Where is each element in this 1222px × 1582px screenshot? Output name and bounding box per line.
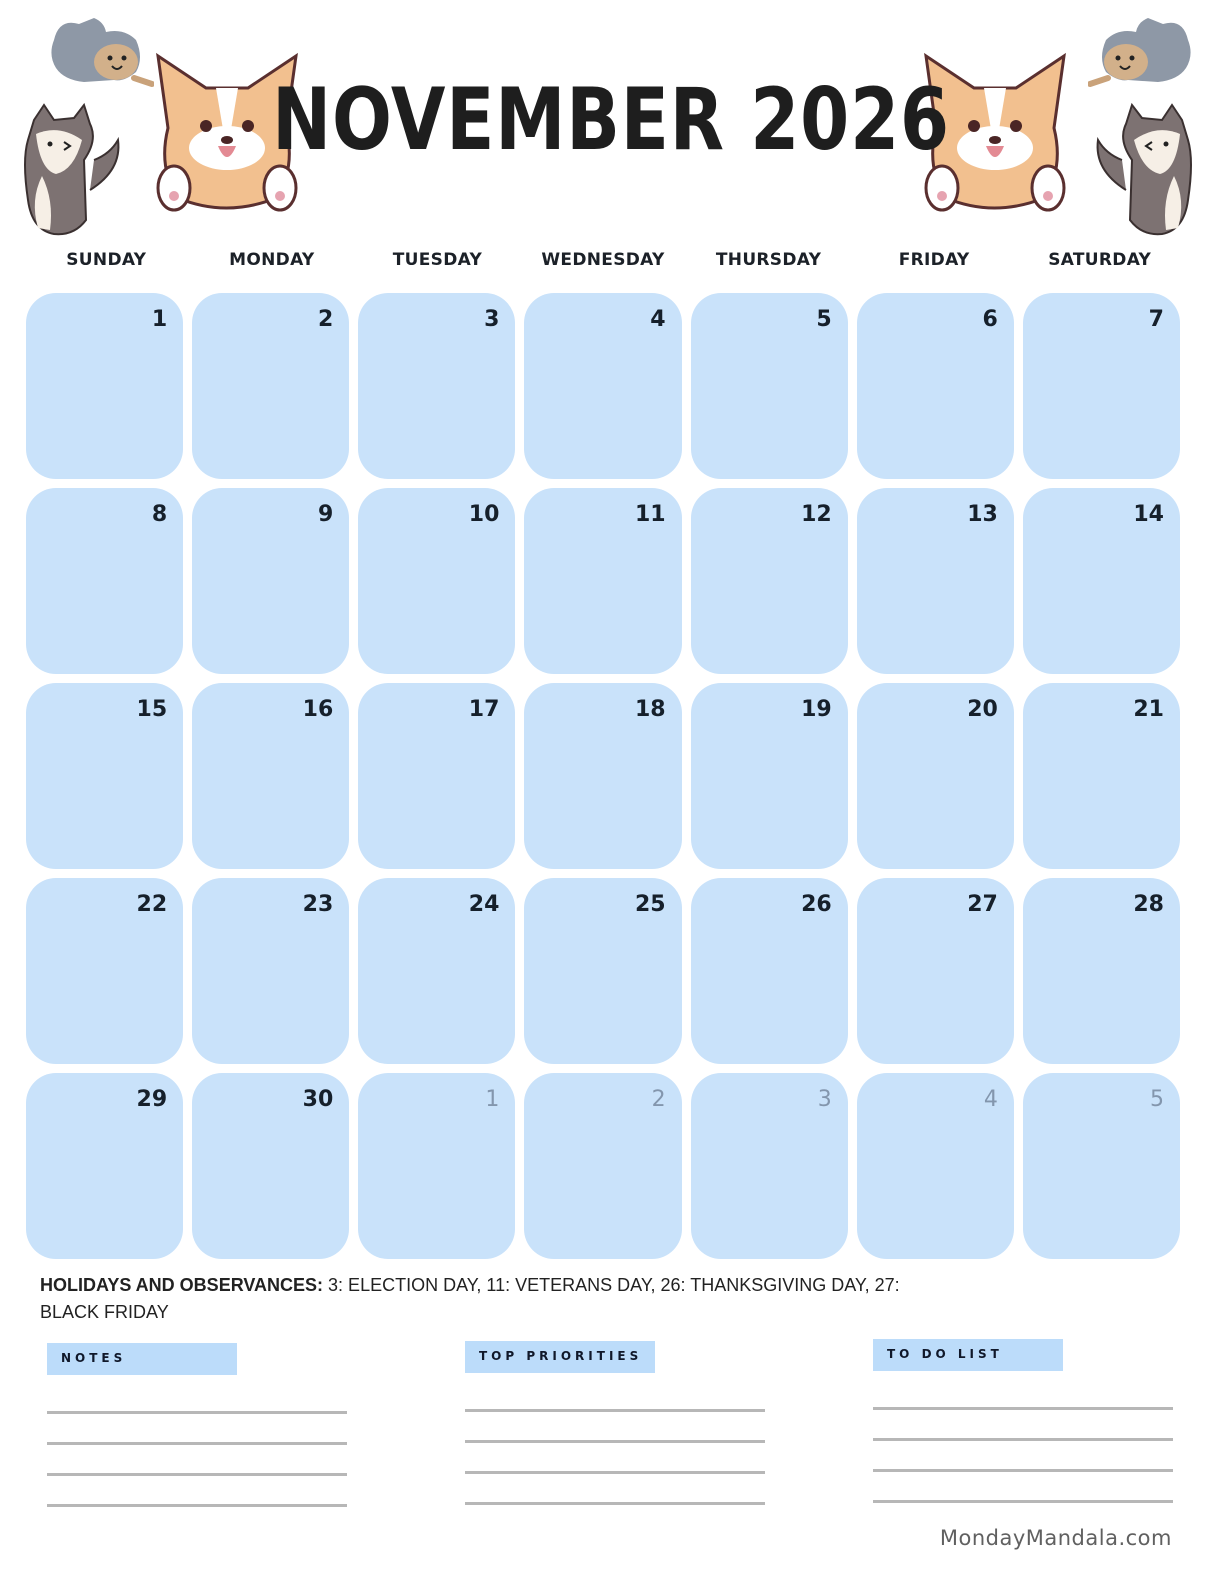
day-cell[interactable]: [192, 293, 349, 479]
day-number: 21: [1133, 697, 1164, 722]
day-number: 13: [967, 502, 998, 527]
day-cell[interactable]: [1023, 488, 1180, 674]
day-number: 25: [634, 892, 666, 917]
writing-line[interactable]: [47, 1504, 347, 1507]
holidays-text: 3: ELECTION DAY, 11: VETERANS DAY, 26: THANKSGIVING DAY, 27: BLACK FRIDAY: [40, 1275, 900, 1322]
day-number: 29: [136, 1087, 168, 1112]
day-number: 20: [967, 697, 998, 722]
day-cell[interactable]: [192, 1073, 349, 1259]
writing-line[interactable]: [873, 1500, 1173, 1503]
weekday-friday: FRIDAY: [898, 250, 970, 270]
day-cell[interactable]: [192, 878, 349, 1064]
day-cell[interactable]: [857, 488, 1014, 674]
day-cell[interactable]: [26, 293, 183, 479]
day-cell[interactable]: [26, 488, 183, 674]
weekday-header-row: [28, 250, 1178, 270]
writing-line[interactable]: [873, 1407, 1173, 1410]
day-cell[interactable]: [524, 878, 681, 1064]
day-number: 28: [1133, 892, 1164, 917]
day-number: 2: [317, 307, 334, 332]
brand-watermark: MondayMandala.com: [939, 1526, 1172, 1550]
day-number: 6: [982, 307, 998, 332]
day-cell[interactable]: [358, 488, 515, 674]
next-month-day-cell[interactable]: [524, 1073, 681, 1259]
notes-section: [47, 1343, 349, 1507]
day-cell[interactable]: [358, 878, 515, 1064]
writing-line[interactable]: [47, 1411, 347, 1414]
todo-lines: [873, 1407, 1175, 1503]
day-number: 30: [302, 1087, 334, 1112]
day-cell[interactable]: [192, 683, 349, 869]
weekday-monday: MONDAY: [229, 250, 315, 270]
calendar-grid: [26, 293, 1180, 1259]
writing-line[interactable]: [465, 1502, 765, 1505]
writing-line[interactable]: [47, 1473, 347, 1476]
to-do-list-section: [873, 1339, 1175, 1503]
writing-line[interactable]: [465, 1471, 765, 1474]
day-number: 19: [801, 697, 832, 722]
top-priorities-label: TOP PRIORITIES: [465, 1341, 655, 1373]
next-month-day-cell[interactable]: [1023, 1073, 1180, 1259]
day-cell[interactable]: [524, 683, 681, 869]
notes-lines: [47, 1411, 349, 1507]
next-month-day-cell[interactable]: [857, 1073, 1014, 1259]
day-cell[interactable]: [1023, 878, 1180, 1064]
priorities-lines: [465, 1409, 767, 1505]
day-number: 3: [817, 1087, 832, 1112]
next-month-day-cell[interactable]: [691, 1073, 848, 1259]
day-cell[interactable]: [358, 683, 515, 869]
day-number: 2: [651, 1087, 666, 1112]
writing-line[interactable]: [47, 1442, 347, 1445]
day-number: 16: [302, 697, 334, 722]
day-number: 26: [801, 892, 832, 917]
day-number: 18: [634, 697, 666, 722]
day-number: 15: [136, 697, 168, 722]
day-number: 7: [1148, 307, 1164, 332]
husky-dog-illustration-left: [14, 100, 124, 240]
holidays-and-observances: [40, 1272, 940, 1326]
notes-label: NOTES: [47, 1343, 237, 1375]
to-do-list-label: TO DO LIST: [873, 1339, 1063, 1371]
page-title: NOVEMBER 2026: [272, 70, 950, 170]
next-month-day-cell[interactable]: [358, 1073, 515, 1259]
writing-line[interactable]: [465, 1409, 765, 1412]
day-number: 12: [801, 502, 832, 527]
weekday-thursday: THURSDAY: [715, 250, 822, 270]
day-number: 17: [468, 697, 500, 722]
day-cell[interactable]: [857, 878, 1014, 1064]
top-priorities-section: [465, 1341, 767, 1505]
day-number: 1: [151, 307, 168, 332]
day-number: 5: [1149, 1087, 1164, 1112]
day-cell[interactable]: [691, 878, 848, 1064]
writing-line[interactable]: [873, 1438, 1173, 1441]
day-number: 9: [317, 502, 334, 527]
day-cell[interactable]: [691, 488, 848, 674]
day-number: 11: [634, 502, 666, 527]
day-cell[interactable]: [192, 488, 349, 674]
weekday-saturday: SATURDAY: [1048, 250, 1152, 270]
day-cell[interactable]: [524, 488, 681, 674]
day-cell[interactable]: [1023, 293, 1180, 479]
day-cell[interactable]: [524, 293, 681, 479]
writing-line[interactable]: [873, 1469, 1173, 1472]
holidays-label: HOLIDAYS AND OBSERVANCES:: [40, 1275, 324, 1295]
day-number: 10: [468, 502, 500, 527]
day-cell[interactable]: [26, 878, 183, 1064]
day-cell[interactable]: [691, 293, 848, 479]
day-cell[interactable]: [857, 683, 1014, 869]
day-cell[interactable]: [691, 683, 848, 869]
day-number: 24: [468, 892, 500, 917]
writing-line[interactable]: [465, 1440, 765, 1443]
weekday-wednesday: WEDNESDAY: [541, 250, 665, 270]
day-number: 1: [485, 1087, 500, 1112]
day-number: 8: [151, 502, 168, 527]
day-cell[interactable]: [1023, 683, 1180, 869]
day-cell[interactable]: [857, 293, 1014, 479]
day-number: 4: [650, 307, 666, 332]
day-cell[interactable]: [358, 293, 515, 479]
day-number: 14: [1133, 502, 1164, 527]
day-cell[interactable]: [26, 683, 183, 869]
day-number: 5: [816, 307, 832, 332]
day-number: 22: [136, 892, 168, 917]
weekday-sunday: SUNDAY: [66, 250, 147, 270]
day-number: 4: [983, 1087, 998, 1112]
day-cell[interactable]: [26, 1073, 183, 1259]
weekday-tuesday: TUESDAY: [392, 250, 483, 270]
day-number: 23: [302, 892, 334, 917]
day-number: 3: [484, 307, 500, 332]
day-number: 27: [967, 892, 998, 917]
